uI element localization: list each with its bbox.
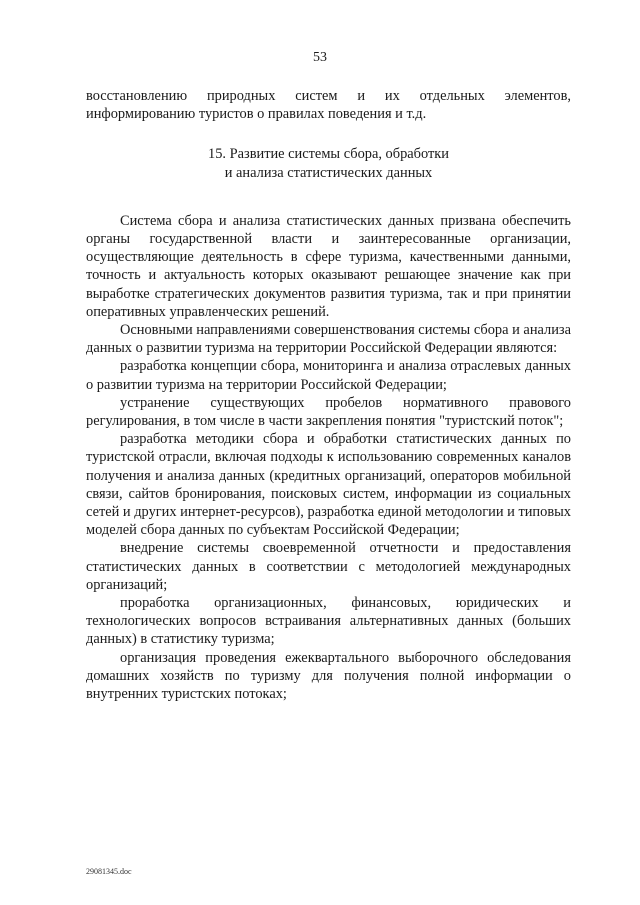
intro-paragraph: восстановлению природных систем и их отдельных элементов, информированию туристов о правилах поведения и т.д. [86, 88, 571, 123]
list-item: разработка концепции сбора, мониторинга и анализа отраслевых данных о развитии туризма на территории Российской Федерации; [86, 358, 571, 393]
section-title-line1: 15. Развитие системы сбора, обработки [208, 146, 449, 163]
paragraph: Система сбора и анализа статистических данных призвана обеспечить органы государственной власти и заинтересованные организации, осуществляющие деятельность в сфере туризма, качественными данными, точность и актуальность которых оказывают решающее значение как при выработке стратегических документов развития туризма, так и при принятии оперативных управленческих решений. [86, 212, 571, 320]
list-item: внедрение системы своевременной отчетности и предоставления статистических данных в соответствии с методологией международных организаций; [86, 540, 571, 593]
list-item: разработка методики сбора и обработки статистических данных по туристской отрасли, включая подходы к использованию современных каналов получения и анализа данных (кредитных организаций, операторов мобильной связи, сайтов бронирования, поисковых систем, информации из социальных сетей и других интернет-ресурсов), разработка единой методологии и типовых моделей сбора данных по субъектам Российской Федерации; [86, 431, 571, 539]
page-number: 53 [313, 50, 327, 65]
document-body [86, 87, 571, 703]
list-item: организация проведения ежеквартального выборочного обследования домашних хозяйств по туризму для получения полной информации о внутренних туристских потоках; [86, 649, 571, 703]
paragraph: Основными направлениями совершенствования системы сбора и анализа данных о развитии туризма на территории Российской Федерации являются: [86, 322, 571, 357]
section-heading [86, 145, 571, 181]
file-name-footer: 29081345.doc [86, 867, 132, 876]
list-item: проработка организационных, финансовых, юридических и технологических вопросов встраивания альтернативных данных (больших данных) в статистику туризма; [86, 595, 571, 648]
section-title-line2: и анализа статистических данных [224, 164, 433, 181]
list-item: устранение существующих пробелов нормативного правового регулирования, в том числе в части закрепления понятия "туристский поток"; [86, 394, 571, 430]
